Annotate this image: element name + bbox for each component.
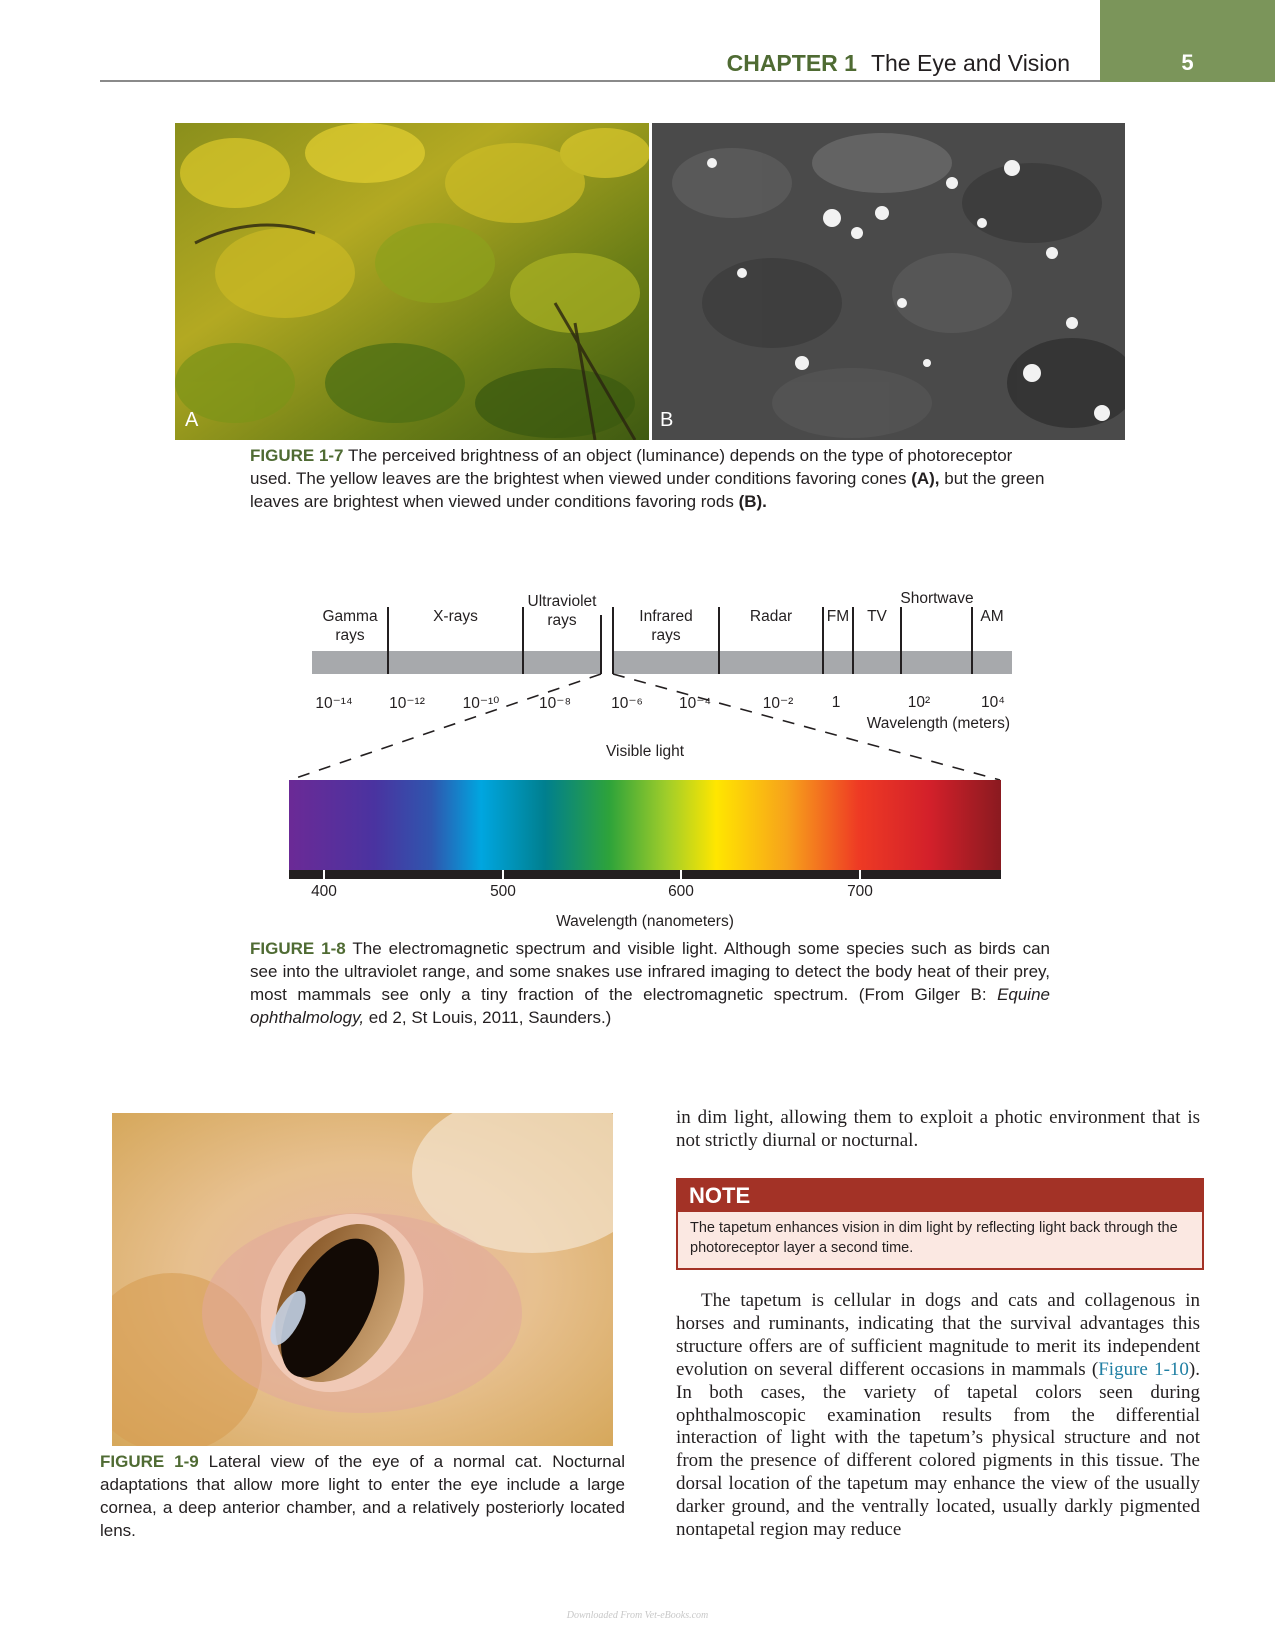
wavelength-tick-10: 10⁴ — [981, 694, 1005, 711]
figure-1-7-caption-text-2: but the green leaves are brightest when viewed under conditions favoring rods — [250, 469, 1045, 511]
note-title: NOTE — [678, 1180, 1202, 1212]
band-uv-line-2: rays — [547, 612, 577, 629]
panel-label-a: A — [185, 409, 199, 431]
band-shortwave-label: Shortwave — [900, 590, 974, 607]
em-spectrum-bar — [312, 651, 1012, 674]
figure-1-8-caption-text-2: ed 2, St Louis, 2011, Saunders.) — [368, 1008, 612, 1027]
figure-1-8-label: FIGURE 1-8 — [250, 939, 346, 958]
visible-tick-700: 700 — [847, 883, 873, 900]
wavelength-tick-8: 1 — [831, 694, 841, 711]
figure-1-7-label: FIGURE 1-7 — [250, 446, 344, 465]
band-uv-label — [510, 592, 614, 630]
figure-1-9-caption — [100, 1450, 625, 1542]
body-paragraph-2-text-2: ). In both cases, the variety of tapetal colors seen during ophthalmoscopic examination results from the differential interaction of light with the tapetum’s physical structure and not from the presence of different colored pigments in this tissue. The dorsal location of the tapetum may enhance the view of the usually darker ground, and the ventrally located, usually darkly pigmented nontapetal region may reduce — [676, 1358, 1200, 1541]
visible-tick-400: 400 — [311, 883, 337, 900]
figure-1-7-caption-ref-b: (B). — [738, 492, 767, 511]
band-tv-label: TV — [867, 608, 887, 625]
band-uv-line-1: Ultraviolet — [527, 593, 597, 610]
wavelength-axis-label: Wavelength (meters) — [866, 715, 1010, 732]
wavelength-tick-4: 10⁻⁸ — [539, 695, 571, 712]
band-infrared-line-1: Infrared — [639, 608, 693, 625]
visible-spectrum-bar — [289, 780, 1001, 870]
wavelength-tick-1: 10⁻¹⁴ — [315, 695, 353, 712]
visible-tick-500: 500 — [490, 883, 516, 900]
figure-1-8-caption-text: The electromagnetic spectrum and visible light. Although some species such as birds can see into the ultraviolet range, and some snakes use infrared imaging to detect the body heat of their prey, most mammals see only a tiny fraction of the electromagnetic spectrum. (From Gilger B: — [250, 939, 1050, 1004]
figure-1-9-photo — [112, 1113, 613, 1446]
band-gamma-line-1: Gamma — [322, 608, 378, 625]
band-xrays-label: X-rays — [433, 608, 478, 625]
download-watermark: Downloaded From Vet-eBooks.com — [566, 1610, 709, 1621]
body-paragraph-2-text: The tapetum is cellular in dogs and cats and collagenous in horses and ruminants, indicating that the survival advantages this structure offers are of sufficient magnitude to merit its independent evolution on several different occasions in mammals ( — [676, 1290, 1200, 1380]
panel-label-b: B — [660, 409, 674, 431]
cat-eye-image — [112, 1113, 613, 1446]
figure-1-10-link[interactable]: Figure 1-10 — [1098, 1358, 1189, 1380]
wavelength-tick-3: 10⁻¹⁰ — [462, 695, 500, 712]
wavelength-tick-7: 10⁻² — [762, 695, 794, 712]
band-fm-label: FM — [826, 608, 850, 625]
page-number: 5 — [1181, 50, 1194, 75]
body-paragraph-1: in dim light, allowing them to exploit a photic environment that is not strictly diurnal or nocturnal. — [676, 1107, 1200, 1151]
visible-gap — [601, 648, 613, 678]
band-infrared-label — [613, 607, 719, 645]
visible-tick-600: 600 — [668, 883, 694, 900]
figure-1-9-caption-text: Lateral view of the eye of a normal cat. Nocturnal adaptations that allow more light to enter the eye include a large cornea, a deep anterior chamber, and a relatively posteriorly located lens. — [100, 1452, 625, 1540]
band-infrared-line-2: rays — [651, 627, 681, 644]
chapter-title: The Eye and Vision — [870, 50, 1070, 76]
band-radar-label: Radar — [749, 608, 793, 625]
body-paragraph-2 — [676, 1290, 1200, 1542]
figure-1-7-caption-ref-a: (A), — [911, 469, 940, 488]
figure-1-8-caption — [250, 937, 1050, 1029]
wavelength-tick-2: 10⁻¹² — [389, 695, 425, 712]
figure-1-8-caption-book-title: Equine ophthalmology, — [250, 985, 1050, 1027]
note-text: The tapetum enhances vision in dim light by reflecting light back through the photoreceptor layer a second time. — [690, 1220, 1178, 1256]
visible-light-label: Visible light — [605, 743, 685, 760]
wavelength-tick-9: 10² — [907, 694, 931, 711]
band-gamma-label — [312, 607, 388, 645]
visible-axis-label: Wavelength (nanometers) — [556, 913, 734, 930]
figure-1-9-label: FIGURE 1-9 — [100, 1452, 199, 1471]
note-box — [676, 1178, 1204, 1270]
wavelength-tick-6: 10⁻⁴ — [678, 695, 712, 712]
band-gamma-line-2: rays — [335, 627, 365, 644]
chapter-label: CHAPTER 1 — [726, 50, 857, 76]
wavelength-tick-5: 10⁻⁶ — [611, 695, 643, 712]
band-am-label: AM — [980, 608, 1004, 625]
figure-1-7-caption-text: The perceived brightness of an object (luminance) depends on the type of photoreceptor used. The yellow leaves are the brightest when viewed under conditions favoring cones — [250, 446, 1013, 488]
visible-axis-bar — [289, 870, 1001, 879]
